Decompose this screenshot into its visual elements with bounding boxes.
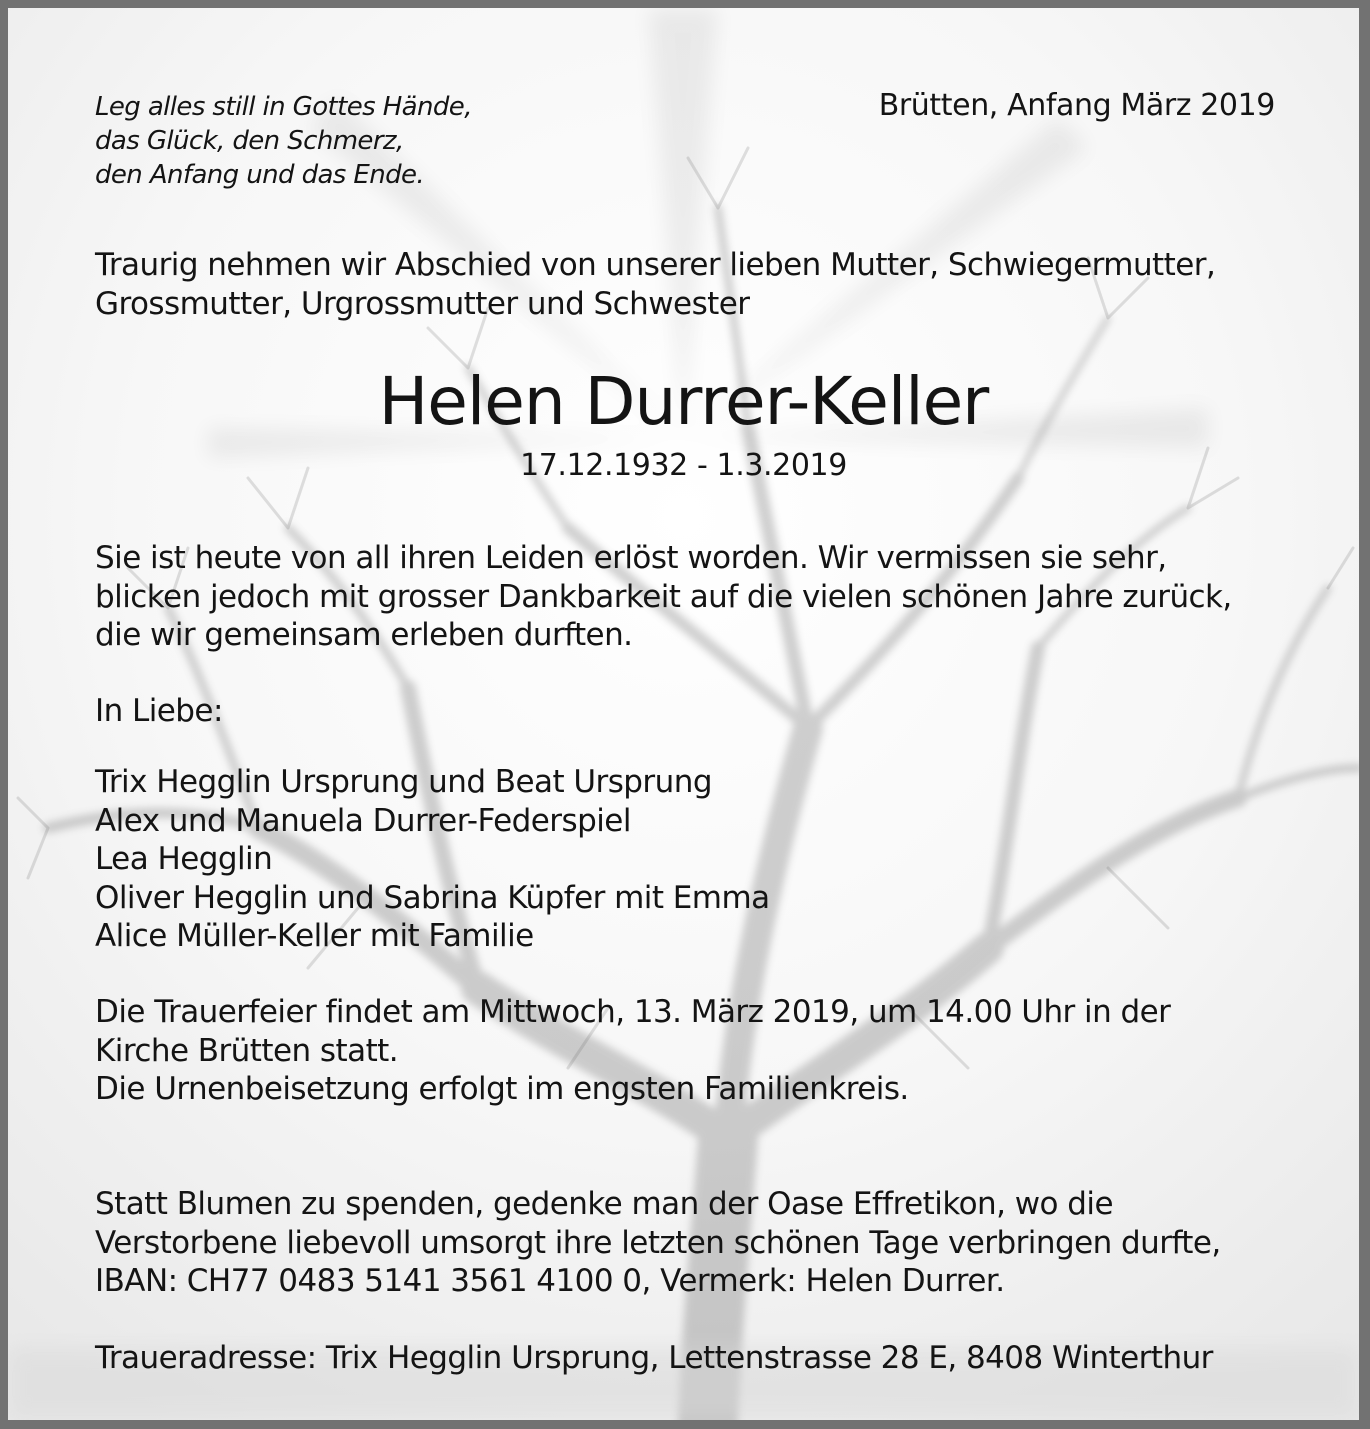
in-love-label xyxy=(95,692,223,731)
motto-line: Leg alles still in Gottes Hände, xyxy=(95,92,472,122)
in-love-text: In Liebe: xyxy=(95,693,223,729)
address-line: Traueradresse: Trix Hegglin Ursprung, Lettenstrasse 28 E, 8408 Winterthur xyxy=(95,1340,1213,1376)
service-line: Die Urnenbeisetzung erfolgt im engsten Familienkreis. xyxy=(95,1071,909,1108)
intro-line: Traurig nehmen wir Abschied von unserer lieben Mutter, Schwiegermutter, xyxy=(95,247,1216,283)
motto-line: das Glück, den Schmerz, xyxy=(95,126,404,156)
place-date: Brütten, Anfang März 2019 xyxy=(878,88,1275,123)
motto-line: den Anfang und das Ende. xyxy=(95,160,425,190)
mourner-line: Alice Müller-Keller mit Familie xyxy=(95,918,534,955)
mourner-line: Trix Hegglin Ursprung und Beat Ursprung xyxy=(95,764,712,800)
life-dates: 17.12.1932 - 1.3.2019 xyxy=(520,448,847,483)
service-line: Kirche Brütten statt. xyxy=(95,1032,399,1069)
donation-paragraph xyxy=(95,1185,1221,1301)
body-paragraph xyxy=(95,539,1232,655)
obituary-notice xyxy=(8,8,1359,1420)
mourning-address xyxy=(95,1339,1213,1378)
service-line: Die Trauerfeier findet am Mittwoch, 13. März 2019, um 14.00 Uhr in der xyxy=(95,994,1171,1030)
motto-verse xyxy=(95,90,472,192)
intro-line: Grossmutter, Urgrossmutter und Schwester xyxy=(95,285,750,322)
intro-paragraph xyxy=(95,246,1215,323)
body-line: Sie ist heute von all ihren Leiden erlöst worden. Wir vermissen sie sehr, xyxy=(95,540,1167,576)
mourner-line: Lea Hegglin xyxy=(95,841,273,878)
donation-line: Verstorbene liebevoll umsorgt ihre letzten schönen Tage verbringen durfte, xyxy=(95,1224,1221,1261)
mourners-list xyxy=(95,763,770,956)
deceased-name: Helen Durrer-Keller xyxy=(378,363,989,440)
mourner-line: Oliver Hegglin und Sabrina Küpfer mit Emma xyxy=(95,879,770,916)
donation-line: IBAN: CH77 0483 5141 3561 4100 0, Vermerk: Helen Durrer. xyxy=(95,1263,1005,1300)
service-paragraph xyxy=(95,993,1170,1109)
body-line: die wir gemeinsam erleben durften. xyxy=(95,617,633,654)
donation-line: Statt Blumen zu spenden, gedenke man der Oase Effretikon, wo die xyxy=(95,1186,1113,1222)
mourner-line: Alex und Manuela Durrer-Federspiel xyxy=(95,802,631,839)
body-line: blicken jedoch mit grosser Dankbarkeit auf die vielen schönen Jahre zurück, xyxy=(95,578,1232,615)
